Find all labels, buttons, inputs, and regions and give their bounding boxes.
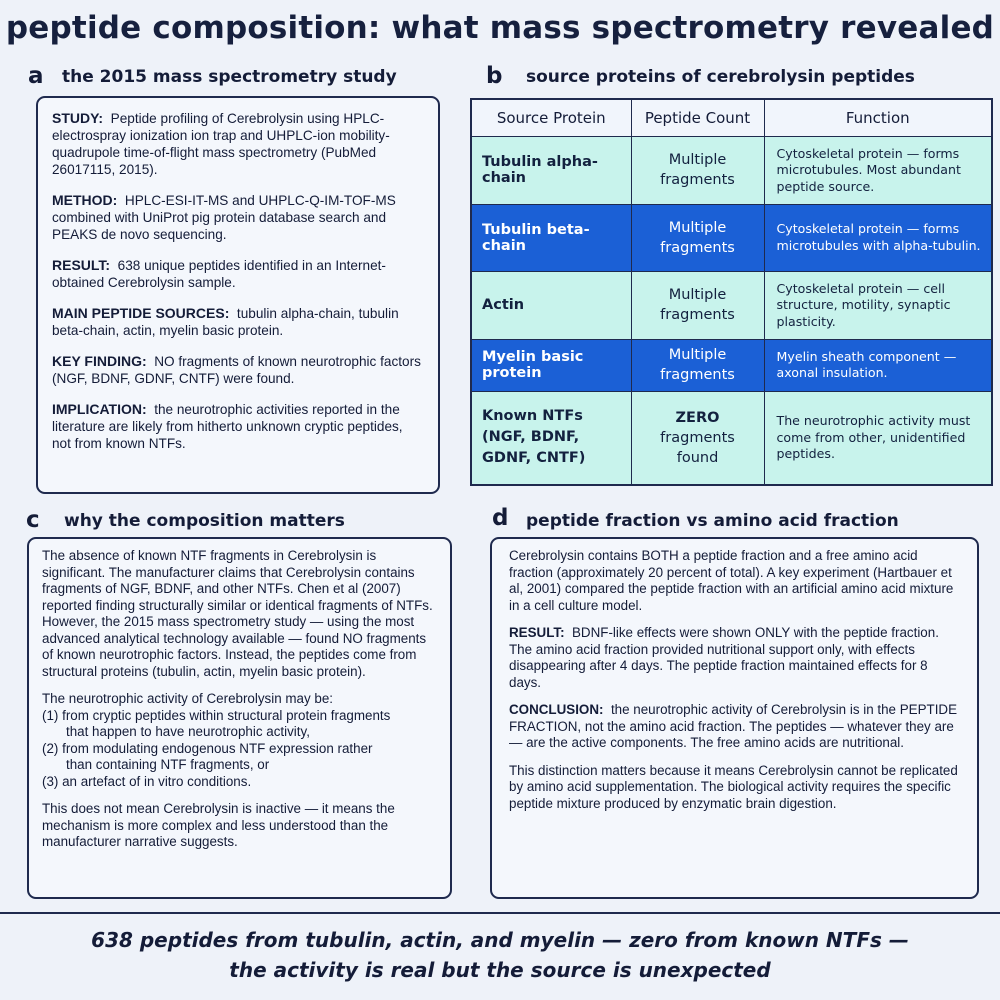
panel-c-box (27, 537, 452, 899)
panel-a-letter: a (28, 63, 44, 89)
panel-d-box (490, 537, 979, 899)
count-cell: Multiple fragments (631, 204, 764, 271)
source-cell: Tubulin beta-chain (471, 204, 631, 271)
panel-c-heading: why the composition matters (64, 511, 345, 531)
panel-c-list (42, 708, 438, 791)
list-item-continuation: that happen to have neurotrophic activity, (66, 724, 310, 739)
panel-d-paragraph: Cerebrolysin contains BOTH a peptide fraction and a free amino acid fraction (approximately 20 percent of total). A key experiment (Hartbauer et al, 2001) compared the peptide fraction with an artificial amino acid mixture in a cell culture model. (509, 548, 954, 613)
source-cell: Known NTFs (NGF, BDNF, GDNF, CNTF) (471, 391, 631, 485)
column-header: Peptide Count (631, 99, 764, 137)
panel-b-heading: source proteins of cerebrolysin peptides (526, 67, 915, 87)
panel-a-box (36, 96, 440, 494)
panel-c-letter: c (26, 507, 40, 533)
source-cell: Myelin basic protein (471, 339, 631, 391)
table-row (471, 272, 992, 339)
method-item: METHOD: HPLC-ESI-IT-MS and UHPLC-Q-IM-TOF-MS combined with UniProt pig protein database search and PEAKS de novo sequencing. (52, 192, 396, 242)
panel-c-paragraph: The absence of known NTF fragments in Cerebrolysin is significant. The manufacturer claims that Cerebrolysin contains fragments of NGF, BDNF, and other NTFs. Chen et al (2007) reported finding structurally similar or identical fragments of NTFs. However, the 2015 mass spectrometry study — using the most advanced analytical technology available — found NO fragments of known neurotrophic factors. Instead, the peptides come from structural proteins (tubulin, actin, myelin basic protein). (42, 548, 433, 679)
footer-divider (0, 912, 1000, 914)
table-row (471, 204, 992, 271)
column-header: Source Protein (471, 99, 631, 137)
panel-b-letter: b (486, 63, 503, 89)
panel-c-list-intro: The neurotrophic activity of Cerebrolysin may be: (42, 691, 334, 706)
panel-d-conclusion: CONCLUSION: the neurotrophic activity of Cerebrolysin is in the PEPTIDE FRACTION, not the amino acid fraction. The peptides — whatever they are — are the active components. The free amino acids are nutritional. (509, 702, 958, 750)
count-cell (631, 391, 764, 485)
function-cell: Cytoskeletal protein — forms microtubules. Most abundant peptide source. (764, 137, 992, 204)
function-cell: Myelin sheath component — axonal insulation. (764, 339, 992, 391)
list-item-continuation: than containing NTF fragments, or (66, 757, 270, 772)
panel-d-paragraph: This distinction matters because it means Cerebrolysin cannot be replicated by amino acid supplementation. The biological activity requires the specific peptide mixture produced by enzymatic brain digestion. (509, 762, 958, 811)
source-proteins-table (470, 98, 993, 486)
table-header-row (471, 99, 992, 137)
zero-label: ZERO (675, 409, 720, 426)
count-text: fragments found (660, 429, 735, 466)
study-item: STUDY: Peptide profiling of Cerebrolysin using HPLC-electrospray ionization ion trap and UHPLC-ion mobility-quadrupole time-of-flight mass spectrometry (PubMed 26017115, 2015). (52, 110, 390, 177)
panel-d-heading: peptide fraction vs amino acid fraction (526, 511, 899, 531)
panel-d-result: RESULT: BDNF-like effects were shown ONLY with the peptide fraction. The amino acid fraction provided nutritional support only, with effects disappearing after 4 days. The peptide fraction maintained effects for 8 days. (509, 625, 939, 690)
panel-a-heading: the 2015 mass spectrometry study (62, 67, 397, 87)
main-sources-item: MAIN PEPTIDE SOURCES: tubulin alpha-chain, tubulin beta-chain, actin, myelin basic protein. (52, 305, 399, 338)
table-row (471, 391, 992, 485)
page-title: peptide composition: what mass spectrometry revealed (5, 10, 995, 46)
source-cell: Actin (471, 272, 631, 339)
table-row (471, 137, 992, 204)
panel-c-paragraph: This does not mean Cerebrolysin is inactive — it means the mechanism is more complex and less understood than the manufacturer narrative suggests. (42, 801, 395, 849)
list-item: (1) from cryptic peptides within structural protein fragments (42, 707, 391, 723)
count-cell: Multiple fragments (631, 137, 764, 204)
table-row (471, 339, 992, 391)
list-item: (2) from modulating endogenous NTF expression rather (42, 740, 373, 756)
footer-line: 638 peptides from tubulin, actin, and myelin — zero from known NTFs — (91, 928, 909, 952)
footer-summary (0, 925, 1000, 985)
function-cell: Cytoskeletal protein — forms microtubules with alpha-tubulin. (764, 204, 992, 271)
column-header: Function (764, 99, 992, 137)
function-cell: The neurotrophic activity must come from other, unidentified peptides. (764, 391, 992, 485)
function-cell: Cytoskeletal protein — cell structure, motility, synaptic plasticity. (764, 272, 992, 339)
list-item: (3) an artefact of in vitro conditions. (42, 773, 252, 789)
implication-item: IMPLICATION: the neurotrophic activities reported in the literature are likely from hitherto unknown cryptic peptides, not from known NTFs. (52, 401, 403, 451)
count-cell: Multiple fragments (631, 339, 764, 391)
result-item: RESULT: 638 unique peptides identified in an Internet-obtained Cerebrolysin sample. (52, 257, 386, 290)
panel-d-letter: d (492, 505, 509, 531)
source-cell: Tubulin alpha-chain (471, 137, 631, 204)
count-cell: Multiple fragments (631, 272, 764, 339)
footer-line: the activity is real but the source is unexpected (229, 958, 771, 982)
key-finding-item: KEY FINDING: NO fragments of known neurotrophic factors (NGF, BDNF, GDNF, CNTF) were found. (52, 353, 421, 386)
